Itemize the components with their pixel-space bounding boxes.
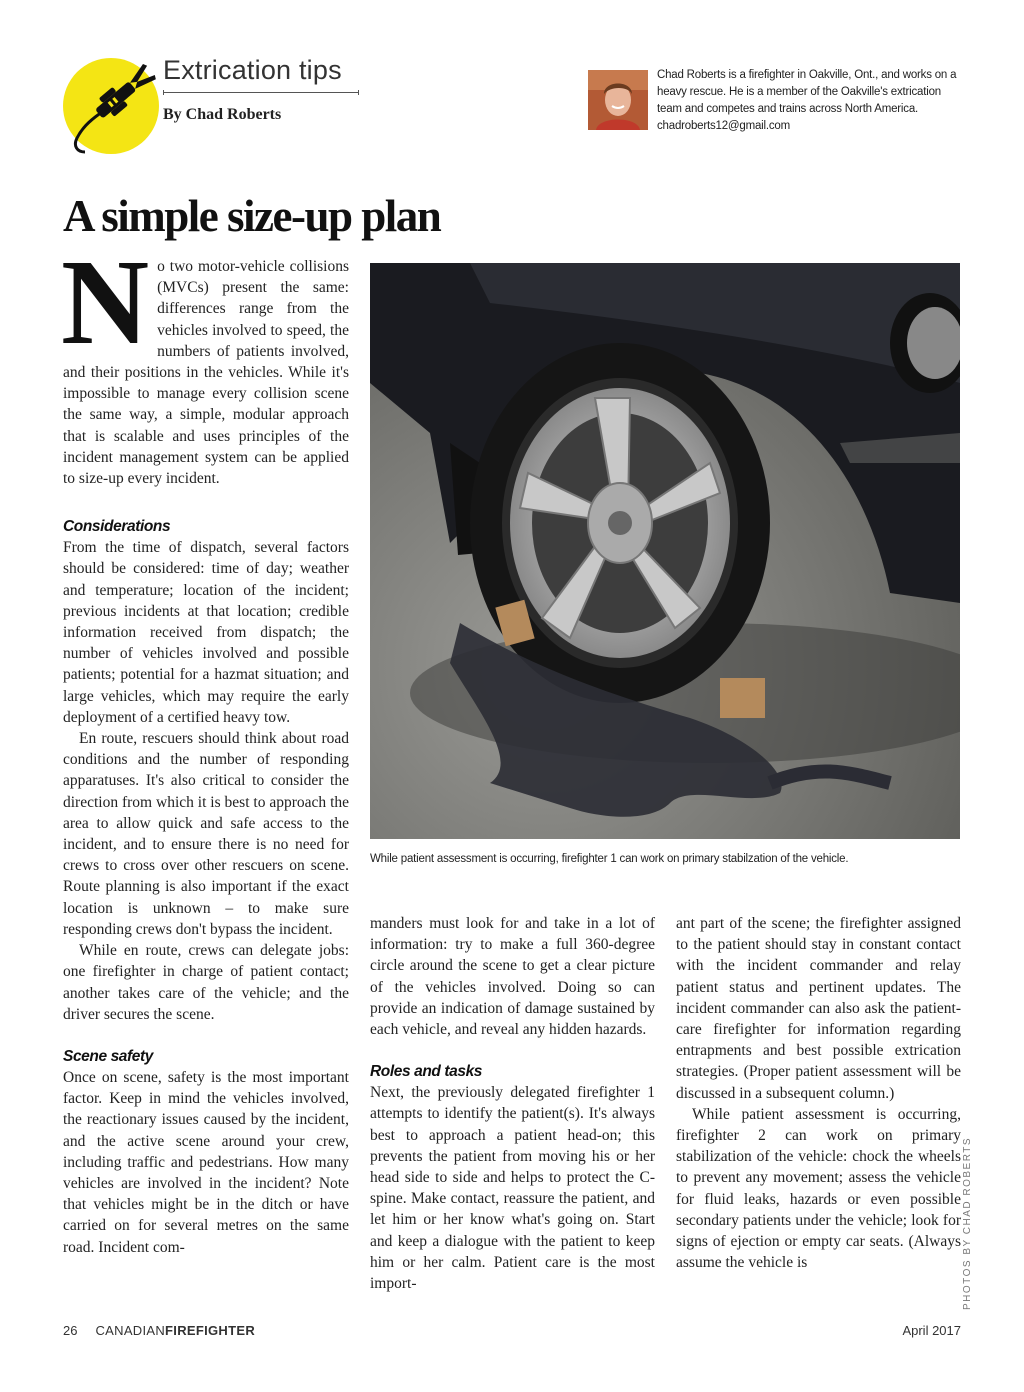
column-1 — [61, 235, 349, 1258]
paragraph-delegate: While en route, crews can delegate jobs: one firefighter in charge of patient contact; another takes care of the vehicle; and the driver secures the scene. — [63, 942, 349, 1023]
hydraulic-cutter-icon — [63, 58, 163, 158]
heading-roles-tasks: Roles and tasks — [370, 1063, 483, 1081]
section-logo — [63, 58, 159, 154]
paragraph-considerations: From the time of dispatch, several factors should be considered: time of day; weather and temperature; location of the incident; previous incidents at that location; credible information received from dispatch; the number of vehicles involved and possible patients; potential for a hazmat situation; and large vehicles, which may require the early deployment of a certified heavy tow. — [63, 539, 349, 726]
heading-considerations: Considerations — [63, 518, 171, 536]
paragraph-roles-tasks: Next, the previously delegated firefighter 1 attempts to identify the patient(s). It's always best to approach a patient head-on; this prevents the patient from moving his or her head side to side and helps to protect the C-spine. Make contact, reassure the patient, and let him or her know what's going on. Start and keep a dialogue with the patient to keep him or her calm. Patient care is the most import- — [370, 1084, 655, 1293]
paragraph-col3-cont: ant part of the scene; the firefighter assigned to the patient should stay in constant contact with the incident commander and relay patient status and pertinent updates. The incident commander can also ask the patient-care firefighter for information regarding entrapments and best possible extrication strategies. (Proper patient assessment will be discussed in a subsequent column.) — [676, 915, 961, 1102]
paragraph-col2-cont: manders must look for and take in a lot of information: try to make a full 360-degree circle around the scene to get a clear picture of the vehicles involved. Doing so can provide an indication of damage sustained by each vehicle, and reveal any hidden hazards. — [370, 915, 655, 1039]
photo-credit: PHOTOS BY CHAD ROBERTS — [962, 1136, 973, 1310]
article-headline: A simple size-up plan — [63, 191, 441, 241]
article-photo — [370, 263, 960, 839]
column-2 — [370, 913, 655, 1294]
heading-scene-safety: Scene safety — [63, 1047, 153, 1065]
author-bio: Chad Roberts is a firefighter in Oakville, Ont., and works on a heavy rescue. He is a member of the Oakville's extrication team and competes and trains across North America. chadroberts12@gmail.com — [657, 69, 957, 132]
column-3 — [676, 913, 961, 1273]
section-title: Extrication tips — [163, 55, 342, 85]
paragraph-assessment: While patient assessment is occurring, firefighter 2 can work on primary stabilization of the vehicle: chock the wheels to prevent any movement; assess the vehicle for fluid leaks, hazards or even possible secondary patients under the vehicle; look for signs of ejection or empty car seats. (Always assume the vehicle is — [676, 1105, 961, 1272]
title-divider — [163, 92, 359, 93]
page-number: 26 — [63, 1323, 78, 1338]
paragraph-en-route: En route, rescuers should think about road conditions and the number of responding apparatuses. It's also critical to consider the direction from which it is best to approach the area to allow quick and safe access to the incident, and to ensure there is no need for crews to cross over other rescuers on scene. Route planning is also important if the exact location is unknown – to make sure responding crews don't bypass the incident. — [63, 730, 349, 938]
byline: By Chad Roberts — [163, 106, 282, 123]
publication-prefix: CANADIAN — [95, 1323, 166, 1338]
publication-name: FIREFIGHTER — [165, 1323, 256, 1338]
photo-caption: While patient assessment is occurring, firefighter 1 can work on primary stabilzation of the vehicle. — [370, 853, 849, 865]
author-photo — [588, 70, 648, 130]
intro-paragraph: o two motor-vehicle collisions (MVCs) present the same: differences range from the vehicles involved to speed, the numbers of patients involved, and their positions in the vehicles. While it's impossible to manage every collision scene the same way, a simple, modular approach that is scalable and uses principles of the incident management system can be applied to size-up every incident. — [63, 258, 349, 488]
paragraph-scene-safety: Once on scene, safety is the most important factor. Keep in mind the vehicles involved, the reactionary issues caused by the incident, and the active scene around your crew, including traffic and pedestrians. How many vehicles are involved in the incident? Note that vehicles might be in the ditch or have carried on for several metres on the same road. Incident com- — [63, 1068, 349, 1256]
footer-left — [63, 1323, 255, 1338]
drop-cap: N — [61, 235, 150, 370]
issue-date: April 2017 — [902, 1323, 961, 1338]
